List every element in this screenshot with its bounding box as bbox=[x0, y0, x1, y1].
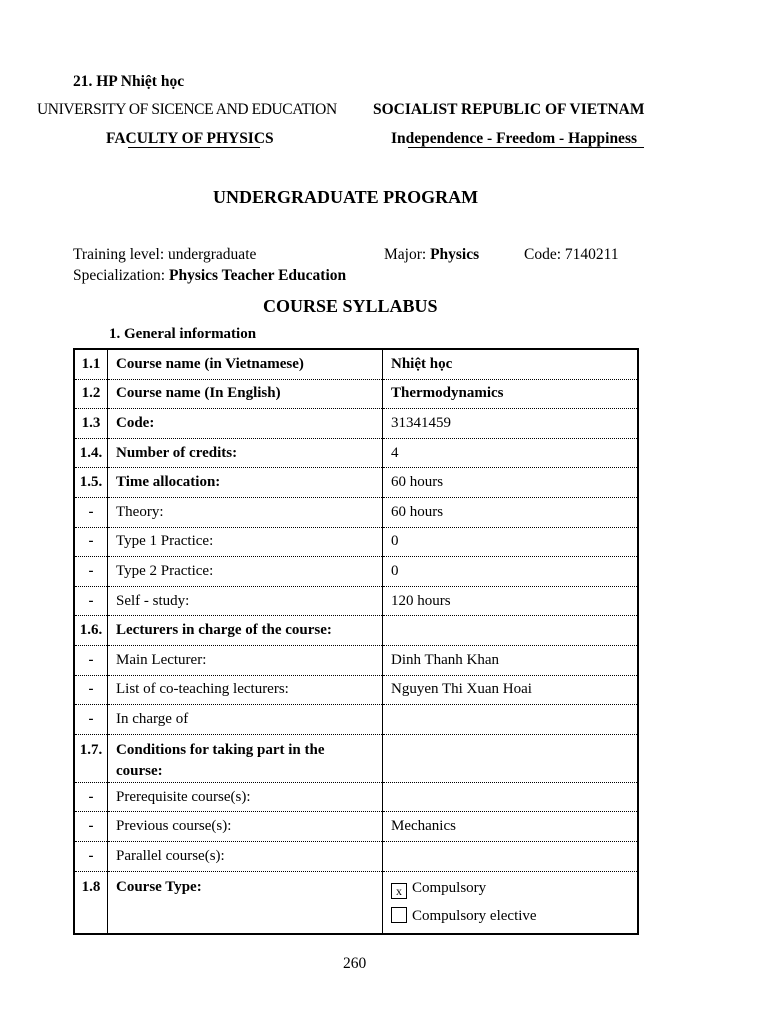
specialization-label: Specialization: bbox=[73, 267, 169, 284]
row-number: - bbox=[74, 557, 108, 587]
section-heading: 1. General information bbox=[109, 326, 257, 342]
table-row bbox=[74, 645, 638, 675]
row-value: Dinh Thanh Khan bbox=[383, 645, 639, 675]
row-number: - bbox=[74, 586, 108, 616]
table-row bbox=[74, 409, 638, 439]
row-value: 60 hours bbox=[383, 468, 639, 498]
row-label: Parallel course(s): bbox=[108, 841, 383, 871]
row-number: - bbox=[74, 527, 108, 557]
row-value bbox=[383, 734, 639, 782]
table-row bbox=[74, 586, 638, 616]
row-number: - bbox=[74, 705, 108, 735]
table-row bbox=[74, 379, 638, 409]
faculty-underline bbox=[128, 147, 260, 148]
compulsory-elective-label: Compulsory elective bbox=[412, 907, 537, 924]
row-number: - bbox=[74, 645, 108, 675]
row-number: 1.5. bbox=[74, 468, 108, 498]
major-label: Major: bbox=[384, 246, 431, 263]
row-value: Nhiệt học bbox=[383, 349, 639, 379]
row-label: Prerequisite course(s): bbox=[108, 782, 383, 812]
document-label: 21. HP Nhiệt học bbox=[73, 73, 185, 90]
course-type-option bbox=[391, 905, 629, 933]
row-label: Time allocation: bbox=[108, 468, 383, 498]
row-label: Conditions for taking part in the course: bbox=[108, 734, 383, 782]
row-value bbox=[383, 782, 639, 812]
row-number: 1.6. bbox=[74, 616, 108, 646]
row-label: Previous course(s): bbox=[108, 812, 383, 842]
compulsory-elective-checkbox[interactable] bbox=[391, 907, 407, 923]
row-label: Lecturers in charge of the course: bbox=[108, 616, 383, 646]
row-label: Self - study: bbox=[108, 586, 383, 616]
table-row bbox=[74, 616, 638, 646]
faculty-name: FACULTY OF PHYSICS bbox=[106, 130, 274, 147]
row-label: Course name (In English) bbox=[108, 379, 383, 409]
row-value: Thermodynamics bbox=[383, 379, 639, 409]
row-label: Type 2 Practice: bbox=[108, 557, 383, 587]
row-value: 0 bbox=[383, 527, 639, 557]
republic-name: SOCIALIST REPUBLIC OF VIETNAM bbox=[373, 101, 645, 118]
row-value: Nguyen Thi Xuan Hoai bbox=[383, 675, 639, 705]
general-information-table bbox=[73, 348, 639, 935]
row-number: - bbox=[74, 841, 108, 871]
course-type-option bbox=[391, 877, 629, 905]
row-label: Main Lecturer: bbox=[108, 645, 383, 675]
table-row bbox=[74, 782, 638, 812]
row-value: 31341459 bbox=[383, 409, 639, 439]
table-row bbox=[74, 675, 638, 705]
row-value: 4 bbox=[383, 438, 639, 468]
table-row bbox=[74, 497, 638, 527]
row-label: In charge of bbox=[108, 705, 383, 735]
motto-underline bbox=[408, 147, 644, 148]
table-row bbox=[74, 705, 638, 735]
compulsory-checkbox[interactable]: x bbox=[391, 883, 407, 899]
row-value bbox=[383, 616, 639, 646]
major-value: Physics bbox=[430, 246, 480, 263]
university-name: UNIVERSITY OF SICENCE AND EDUCATION bbox=[37, 101, 337, 118]
program-code: Code: 7140211 bbox=[524, 246, 619, 263]
row-label: Course Type: bbox=[108, 871, 383, 934]
row-number: 1.7. bbox=[74, 734, 108, 782]
row-value: 120 hours bbox=[383, 586, 639, 616]
table-row bbox=[74, 557, 638, 587]
row-label: List of co-teaching lecturers: bbox=[108, 675, 383, 705]
specialization bbox=[73, 267, 346, 285]
row-number: 1.8 bbox=[74, 871, 108, 934]
row-number: 1.1 bbox=[74, 349, 108, 379]
table-row bbox=[74, 841, 638, 871]
national-motto: Independence - Freedom - Happiness bbox=[391, 130, 638, 147]
syllabus-title: COURSE SYLLABUS bbox=[263, 296, 438, 316]
program-title: UNDERGRADUATE PROGRAM bbox=[213, 187, 479, 207]
table-row bbox=[74, 438, 638, 468]
row-number: 1.2 bbox=[74, 379, 108, 409]
table-row bbox=[74, 468, 638, 498]
row-value bbox=[383, 705, 639, 735]
row-number: 1.4. bbox=[74, 438, 108, 468]
row-number: 1.3 bbox=[74, 409, 108, 439]
table-row bbox=[74, 349, 638, 379]
major bbox=[384, 246, 479, 264]
row-number: - bbox=[74, 497, 108, 527]
row-value bbox=[383, 841, 639, 871]
row-value: 0 bbox=[383, 557, 639, 587]
row-label: Theory: bbox=[108, 497, 383, 527]
specialization-value: Physics Teacher Education bbox=[168, 267, 347, 284]
table-row-course-type bbox=[74, 871, 638, 934]
page-number: 260 bbox=[343, 955, 367, 972]
row-value: 60 hours bbox=[383, 497, 639, 527]
table-row bbox=[74, 812, 638, 842]
row-number: - bbox=[74, 812, 108, 842]
row-number: - bbox=[74, 782, 108, 812]
training-level: Training level: undergraduate bbox=[73, 246, 257, 263]
compulsory-label: Compulsory bbox=[412, 879, 487, 896]
course-type-options bbox=[383, 871, 639, 934]
row-label: Number of credits: bbox=[108, 438, 383, 468]
table-row bbox=[74, 527, 638, 557]
row-number: - bbox=[74, 675, 108, 705]
row-label: Code: bbox=[108, 409, 383, 439]
row-value: Mechanics bbox=[383, 812, 639, 842]
row-label: Type 1 Practice: bbox=[108, 527, 383, 557]
table-row bbox=[74, 734, 638, 782]
row-label: Course name (in Vietnamese) bbox=[108, 349, 383, 379]
